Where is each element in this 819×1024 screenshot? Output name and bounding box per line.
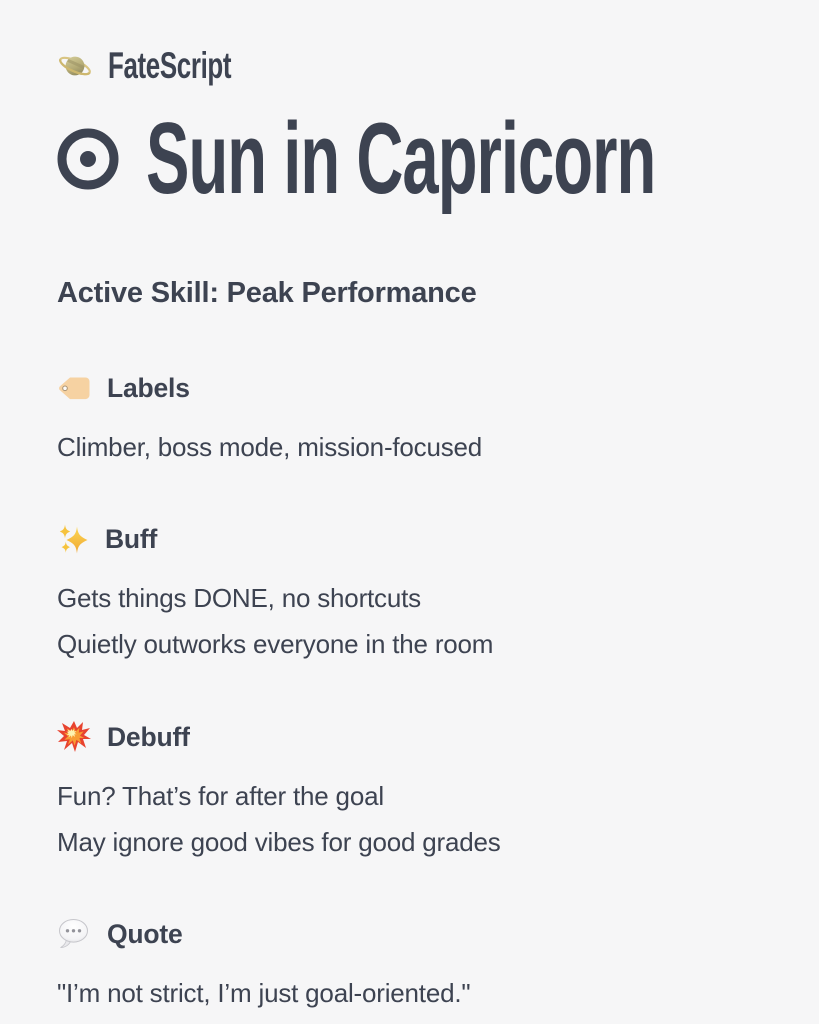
section-line: May ignore good vibes for good grades (57, 827, 501, 857)
section-title: Buff (105, 523, 158, 554)
page-title-row (57, 102, 819, 215)
brand-name: FateScript (108, 45, 232, 86)
section-body-labels (57, 424, 482, 470)
active-skill-subtitle: Active Skill: Peak Performance (57, 277, 477, 309)
section-heading-buff (57, 519, 157, 559)
section-title: Debuff (107, 721, 190, 752)
section-line: Gets things DONE, no shortcuts (57, 583, 421, 613)
page-title: Sun in Capricorn (146, 102, 656, 215)
section-body-buff (57, 575, 493, 667)
section-body-debuff (57, 773, 501, 865)
section-heading-labels (57, 368, 190, 408)
sun-symbol-icon (57, 128, 119, 190)
section-body-quote (57, 970, 470, 1016)
section-title: Quote (107, 918, 183, 949)
section-heading-quote (57, 914, 183, 954)
sparkles-icon (57, 523, 89, 555)
section-title: Labels (107, 372, 190, 403)
ringed-planet-icon (57, 48, 93, 84)
brand-header (57, 46, 284, 86)
section-line: Climber, boss mode, mission-focused (57, 432, 483, 462)
speech-balloon-icon (57, 918, 91, 950)
section-heading-debuff (57, 717, 190, 757)
quote-text: "I’m not strict, I’m just goal-oriented." (57, 978, 471, 1008)
section-line: Quietly outworks everyone in the room (57, 629, 494, 659)
tag-icon (57, 376, 91, 401)
section-line: Fun? That’s for after the goal (57, 781, 384, 811)
collision-icon (57, 721, 91, 753)
